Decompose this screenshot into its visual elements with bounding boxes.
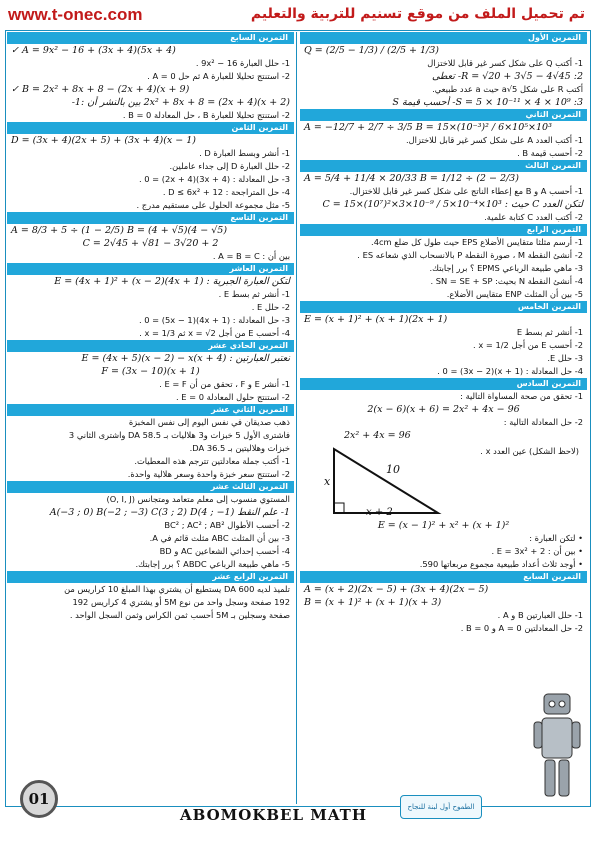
- exercise-section: [7, 340, 294, 404]
- exercise-line: 5- مثل مجموعة الحلول على مستقيم مدرج .: [136, 200, 290, 210]
- exercise-line: 1- أكتب جملة معادلتين تترجم هذه المعطيات.: [134, 456, 290, 466]
- exercise-title-bar: التمرين الخامس: [300, 301, 587, 313]
- exercise-title-bar: التمرين السابع: [300, 571, 587, 583]
- exercise-line: S = 5 × 10⁻¹¹ × 4 × 10⁹ :3- أحسب قيمة S: [392, 97, 583, 108]
- exercise-line: • بين أن : E = 3x² + 2 .: [491, 546, 583, 556]
- robot-mascot-icon: [532, 690, 582, 810]
- exercise-line: 2- أنشئ النقطة M ، صورة النقطة P بالانسحاب الذي شعاعه ES .: [357, 250, 583, 260]
- exercise-line: 2- أحسب الأطوال BC² ; AC² ; AB²: [164, 520, 290, 530]
- exercise-section: [7, 212, 294, 263]
- exercise-line: تلميذ لديه 600 DA يستطيع أن يشتري بهذا المبلغ 10 كراريس من: [64, 584, 290, 594]
- exercise-section: [300, 378, 587, 429]
- exercise-line: 5- ماهي طبيعة الرباعي ABDC ؟ برر إجابتك.: [135, 559, 290, 569]
- exercise-line: A = (x + 2)(2x − 5) + (3x + 4)(2x − 5): [304, 584, 489, 595]
- exercise-title-bar: التمرين التاسع: [7, 212, 294, 224]
- exercise-line: لتكن العبارة الجبرية : E = (4x + 1)² + (x − 2)(4x + 1): [54, 276, 290, 287]
- exercise-line: E = (x − 1)² + x² + (x + 1)²: [377, 520, 510, 531]
- left-column: [7, 32, 294, 804]
- exercise-line: • أوجد ثلاث أعداد طبيعية مجموع مربعاتها 590.: [419, 559, 583, 569]
- exercise-line: خبزات وهلاليتين بـ 36.5 DA.: [189, 443, 290, 453]
- side-label: x: [324, 475, 331, 488]
- triangle-equation: 2x² + 4x = 96: [344, 430, 411, 441]
- exercise-section: [7, 122, 294, 212]
- exercise-title-bar: التمرين الثامن: [7, 122, 294, 134]
- exercise-line: E = (x + 1)² + (x + 1)(2x + 1): [304, 314, 448, 325]
- exercise-line: 3- حل المعادلة : (4x + 1)(5x − 1) = 0 .: [138, 315, 290, 325]
- exercise-line: 3- حل المعادلة : (3x + 4)(2x + 4) = 0 .: [138, 174, 290, 184]
- site-url[interactable]: www.t-onec.com: [8, 5, 143, 24]
- exercise-line: أكتب R على شكل a√5 حيث a عدد طبيعي.: [432, 84, 583, 94]
- exercise-line: A = 5/4 + 11/4 × 20/33 B = 1/12 ÷ (2 − 2/3): [304, 173, 519, 184]
- exercise-line: • لتكن العبارة :: [529, 533, 583, 543]
- exercise-section: [300, 224, 587, 301]
- brand-name: ABOMOKBEL MATH: [180, 806, 368, 824]
- page-header: [0, 0, 595, 30]
- right-after-triangle: [300, 519, 587, 571]
- exercise-section: [300, 160, 587, 224]
- exercise-line: B = (x + 1)² + (x + 1)(x + 3): [304, 597, 442, 608]
- exercise-title-bar: التمرين العاشر: [7, 263, 294, 275]
- exercise-line: نعتبر العبارتين : E = (4x + 5)(x − 2) − x(x + 4): [81, 353, 290, 364]
- exercise-line: 1- أرسم مثلثا متقايس الأضلاع EPS حيث طول كل ضلع 4cm.: [371, 237, 583, 247]
- exercise-title-bar: التمرين الثاني: [300, 109, 587, 121]
- right-exercises: [300, 32, 587, 429]
- exercise-line: 4- أحسب E من أجل x = √2 ثم x = 1/3 .: [139, 328, 290, 338]
- exercise-line: C = 2√45 + √81 − 3√20 + 2: [82, 238, 219, 249]
- slogan-box: الطموح أول لبنة للنجاح: [400, 795, 482, 819]
- exercise-line: 2- حلل العبارة D إلى جداء عاملين.: [169, 161, 290, 171]
- exercise-line: 4- حل المتراجحة : D ≤ 6x² + 12 .: [162, 187, 290, 197]
- exercise-line: 2- أحسب قيمة B .: [517, 148, 583, 158]
- exercise-line: A = 8/3 + 5 ÷ (1 − 2/5) B = (4 + √5)(4 − √5): [11, 225, 228, 236]
- base-label: x + 2: [366, 507, 393, 518]
- exercise-line: 1- أنشر ثم بسط E: [516, 327, 583, 337]
- exercise-section: [7, 481, 294, 571]
- exercise-title-bar: التمرين السابع: [7, 32, 294, 44]
- exercise-line: ✓ B = 2x² + 8x + 8 − (2x + 4)(x + 9): [11, 84, 190, 95]
- exercise-line: 1- أنشر E و F ، تحقق من أن E = F .: [159, 379, 290, 389]
- right-last-exercise: [300, 571, 587, 635]
- exercise-line: 1- أحسب A و B مع إعطاء الناتج على شكل كسر غير قابل للاختزال.: [349, 186, 583, 196]
- exercise-section: [7, 32, 294, 122]
- exercise-line: 2(x − 6)(x + 6) = 2x² + 4x − 96: [367, 404, 520, 415]
- exercise-line: صفحة وسجلين بـ 5M أحسب ثمن الكراس وثمن السجل الواحد .: [69, 610, 290, 620]
- exercise-line: 4- أحسب إحداثي الشعاعين AC و BD: [159, 546, 290, 556]
- exercise-line: 1- أكتب Q على شكل كسر غير قابل للاختزال: [427, 58, 583, 68]
- exercise-line: 192 صفحة وسجل واحد من نوع 5M أو يشتري 4 كراريس 192: [72, 597, 290, 607]
- exercise-title-bar: التمرين الثاني عشر: [7, 404, 294, 416]
- right-column: [300, 32, 587, 804]
- exercise-line: 2- حلل E .: [251, 302, 290, 312]
- exercise-line: 2- أكتب العدد C كتابة علمية.: [484, 212, 583, 222]
- exercise-line: 2- استنتج حلول المعادلة E = 0 .: [175, 392, 290, 402]
- exercise-section: [7, 404, 294, 481]
- exercise-title-bar: التمرين الثالث عشر: [7, 481, 294, 493]
- exercise-section: [300, 109, 587, 160]
- exercise-section: [300, 32, 587, 109]
- exercise-title-bar: التمرين الرابع عشر: [7, 571, 294, 583]
- exercise-line: F = (3x − 10)(x + 1): [101, 366, 200, 377]
- exercise-line: المستوي منسوب إلى معلم متعامد ومتجانس (O, I, J): [106, 494, 290, 504]
- exercise-line: 2- استنتج سعر خبزة واحدة وسعر هلالية واحدة.: [127, 469, 290, 479]
- download-notice: تم تحميل الملف من موقع تسنيم للتربية والتعليم: [250, 6, 585, 22]
- exercise-line: 1- علم النقط A(−3 ; 0) B(−2 ; −3) C(3 ; 2) D(4 ; −1): [49, 507, 290, 518]
- exercise-line: 1- أنشر وبسط العبارة D .: [199, 148, 290, 158]
- exercise-line: 2- استنتج تحليلا للعبارة B ، حل المعادلة B = 0 .: [122, 110, 290, 120]
- column-divider: [296, 32, 297, 804]
- exercise-line: ✓ A = 9x² − 16 + (3x + 4)(5x + 4): [11, 45, 176, 56]
- exercise-line: (x + 2)(2x + 4) = 2x² + 8x + 8 بين بالنشر أن :1-: [71, 97, 290, 108]
- exercise-title-bar: التمرين الثالث: [300, 160, 587, 172]
- triangle-note: (لاحظ الشكل) عين العدد x .: [480, 446, 579, 456]
- exercise-line: 1- أكتب العدد A على شكل كسر غير قابل للاختزال.: [405, 135, 583, 145]
- exercise-title-bar: التمرين الأول: [300, 32, 587, 44]
- exercise-line: 2- حل المعادلتين A = 0 و B = 0 .: [460, 623, 583, 633]
- exercise-line: 1- أنشر ثم بسط E .: [218, 289, 290, 299]
- exercise-line: 5- بين أن المثلث ENP متقايس الأضلاع.: [446, 289, 583, 299]
- exercise-section: [300, 571, 587, 635]
- exercise-line: A = −12/7 + 2/7 ÷ 3/5 B = 15×(10⁻³)² / 6×10⁵×10³: [304, 122, 552, 133]
- exercise-line: D = (3x + 4)(2x + 5) + (3x + 4)(x − 1): [11, 135, 197, 146]
- exercise-line: 1- تحقق من صحة المساواة التالية :: [460, 391, 583, 401]
- page-number-badge: 01: [20, 780, 58, 818]
- exercise-line: فاشترى الأول 5 خبزات و3 هلاليات بـ 58.5 DA واشترى الثاني 3: [68, 430, 290, 440]
- exercise-line: 4- أنشئ النقطة N بحيث: SN = SE + SP .: [430, 276, 583, 286]
- exercise-section: [7, 571, 294, 622]
- exercise-line: 3- حلل E.: [547, 353, 583, 363]
- exercise-line: 2- أحسب E من أجل x = 1/2 .: [473, 340, 583, 350]
- exercise-line: ذهب صديقان في نفس اليوم إلى نفس المخبزة: [128, 417, 290, 427]
- exercise-line: لتكن العدد C حيث : C = 15×(10⁷)²×3×10⁻⁹ / 5×10⁻⁴×10³: [322, 199, 583, 210]
- exercise-title-bar: التمرين السادس: [300, 378, 587, 390]
- exercise-line: Q = (2/5 − 1/3) / (2/5 + 1/3): [304, 45, 440, 56]
- exercise-line: 1- حلل العبارة 9x² − 16 .: [195, 58, 290, 68]
- exercise-line: بين أن : A = B = C .: [212, 251, 290, 261]
- triangle-figure: [300, 429, 587, 519]
- exercise-line: 3- ماهي طبيعة الرباعي EPMS ؟ برر إجابتك.: [429, 263, 583, 273]
- exercise-title-bar: التمرين الحادي عشر: [7, 340, 294, 352]
- exercise-section: [300, 301, 587, 378]
- exercise-line: 1- حلل العبارتين B و A .: [497, 610, 583, 620]
- exercise-section: [7, 263, 294, 340]
- exercise-line: 2- استنتج تحليلا للعبارة A ثم حل A = 0 .: [147, 71, 290, 81]
- exercise-line: 2- حل المعادلة التالية :: [503, 417, 583, 427]
- exercise-line: 4- حل المعادلة : (x + 1)(3x − 2) = 0 .: [437, 366, 583, 376]
- exercise-line: 3- بين أن المثلث ABC مثلث قائم في A.: [149, 533, 290, 543]
- exercise-title-bar: التمرين الرابع: [300, 224, 587, 236]
- exercise-line: R = √20 + 3√5 − 4√45 :2- تعطى: [431, 71, 583, 82]
- hypotenuse-label: 10: [386, 463, 400, 476]
